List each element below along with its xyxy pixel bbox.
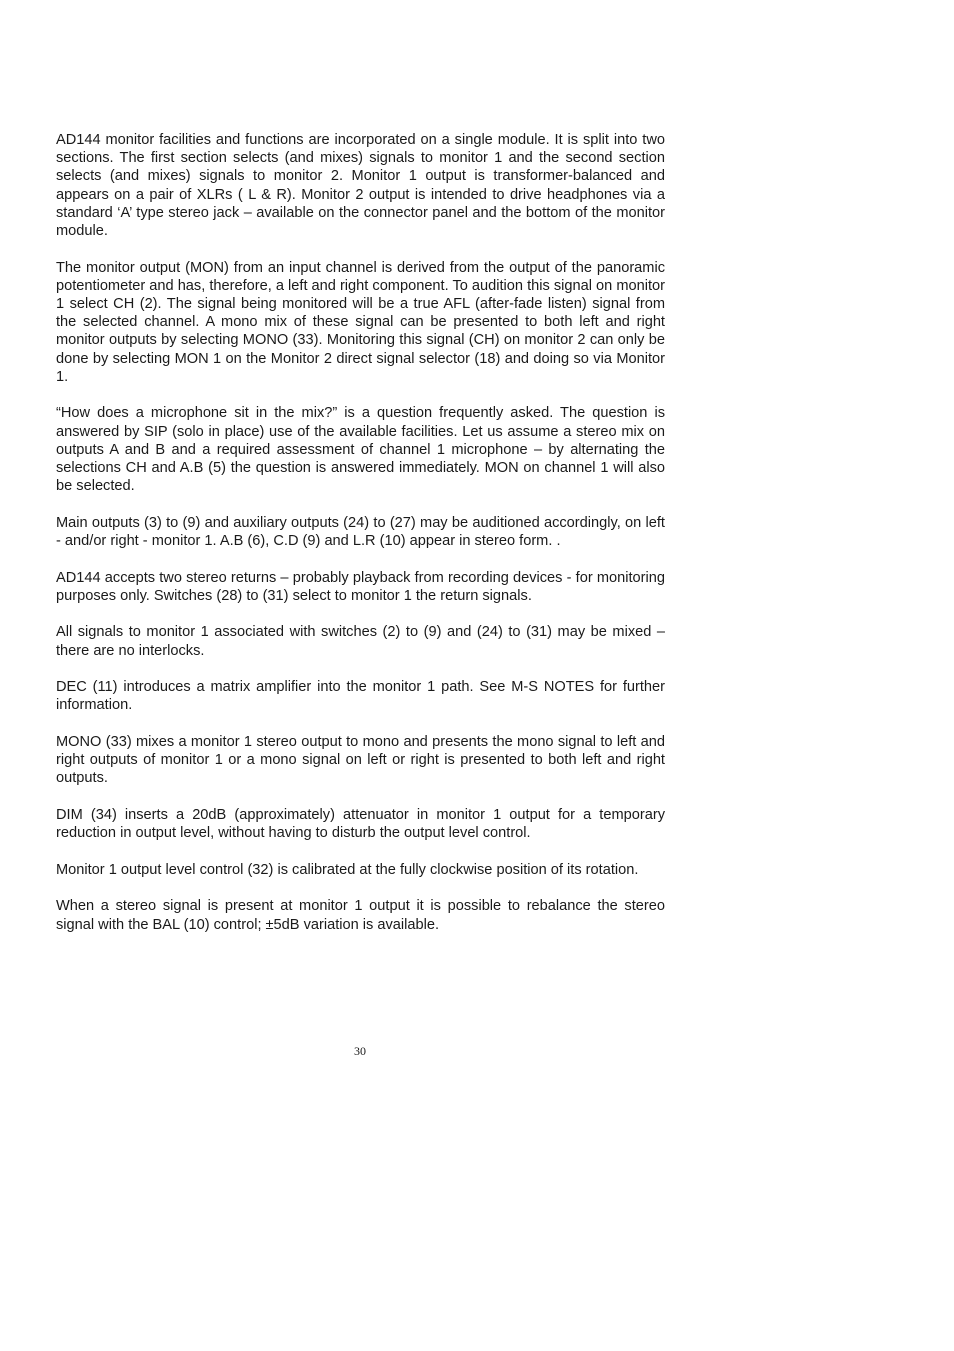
paragraph-stereo-returns: AD144 accepts two stereo returns – probably playback from recording devices - for monitoring purposes only. Switches (28) to (31) select to monitor 1 the return signals. xyxy=(56,569,665,604)
paragraph-overview: AD144 monitor facilities and functions are incorporated on a single module. It is split into two sections. The first section selects (and mixes) signals to monitor 1 and the second section selects (and mixes) signals to monitor 2. Monitor 1 output is transformer-balanced and appears on a pair of XLRs ( L & R). Monitor 2 output is intended to drive headphones via a standard ‘A’ type stereo jack – available on the connector panel and the bottom of the monitor module. xyxy=(56,132,665,240)
body-text xyxy=(56,131,665,952)
paragraph-output-level: Monitor 1 output level control (32) is calibrated at the fully clockwise position of its rotation. xyxy=(56,861,639,878)
paragraph-balance: When a stereo signal is present at monitor 1 output it is possible to rebalance the stereo signal with the BAL (10) control; ±5dB variation is available. xyxy=(56,898,665,933)
paragraph-solo-in-place: “How does a microphone sit in the mix?” is a question frequently asked. The question is answered by SIP (solo in place) use of the available facilities. Let us assume a stereo mix on outputs A and B and a required assessment of channel 1 microphone – by alternating the selections CH and A.B (5) the question is answered immediately. MON on channel 1 will also be selected. xyxy=(56,405,665,495)
paragraph-monitor-output: The monitor output (MON) from an input channel is derived from the output of the panoramic potentiometer and has, therefore, a left and right component. To audition this signal on monitor 1 select CH (2). The signal being monitored will be a true AFL (after-fade listen) signal from the selected channel. A mono mix of these signal can be presented to both left and right monitor outputs by selecting MONO (33). Monitoring this signal (CH) on monitor 2 can only be done by selecting MON 1 on the Monitor 2 direct signal selector (18) and doing so via Monitor 1. xyxy=(56,259,665,385)
paragraph-dim: DIM (34) inserts a 20dB (approximately) attenuator in monitor 1 output for a temporary reduction in output level, without having to disturb the output level control. xyxy=(56,807,665,842)
page-number: 30 xyxy=(354,1044,366,1058)
paragraph-dec: DEC (11) introduces a matrix amplifier into the monitor 1 path. See M-S NOTES for further information. xyxy=(56,679,665,714)
paragraph-mono: MONO (33) mixes a monitor 1 stereo output to mono and presents the mono signal to left and right outputs of monitor 1 or a mono signal on left or right is presented to both left and right outputs. xyxy=(56,734,665,787)
paragraph-main-outputs: Main outputs (3) to (9) and auxiliary outputs (24) to (27) may be auditioned accordingly, on left - and/or right - monitor 1. A.B (6), C.D (9) and L.R (10) appear in stereo form. . xyxy=(56,514,665,550)
paragraph-no-interlocks: All signals to monitor 1 associated with switches (2) to (9) and (24) to (31) may be mixed – there are no interlocks. xyxy=(56,624,665,659)
